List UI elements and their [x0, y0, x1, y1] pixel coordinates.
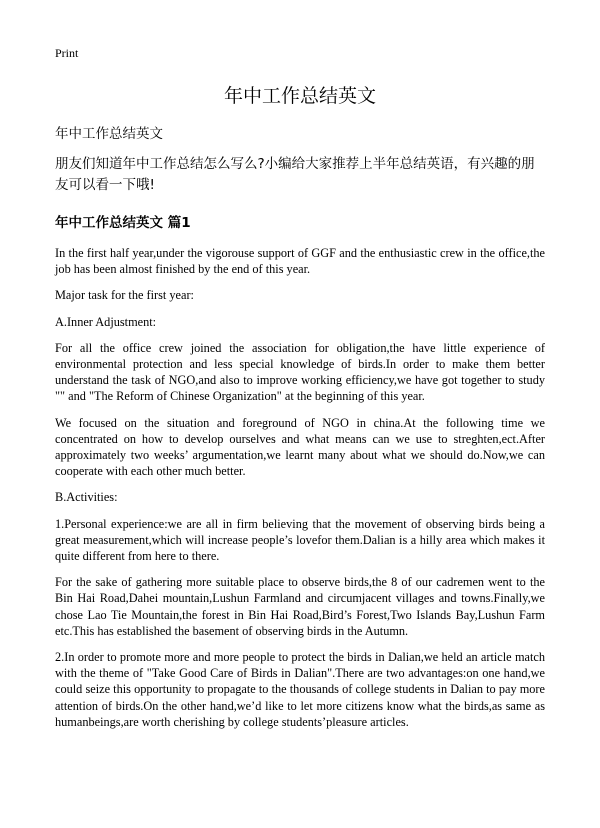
section-heading: 年中工作总结英文 篇1 [55, 215, 191, 231]
print-link[interactable]: Print [55, 46, 79, 60]
body-paragraph: B.Activities: [55, 490, 118, 505]
document-page [55, 46, 545, 740]
document-subtitle: 年中工作总结英文 [55, 126, 163, 142]
body-paragraph: For the sake of gathering more suitable place to observe birds,the 8 of our cadremen went to the Bin Hai Road,Dahei mountain,Lushun Farmland and circumjacent villages and towns.Finally,we chose Lao Tie Mountain,the forest in Bin Hai Road,Bird’s Forest,Two Islands Bay,Lushun Farm etc.This has established the basement of observing birds in the Autumn. [55, 575, 545, 638]
intro-paragraph: 朋友们知道年中工作总结怎么写么?小编给大家推荐上半年总结英语，有兴趣的朋友可以看一下哦! [55, 156, 535, 193]
body-paragraph: 2.In order to promote more and more people to protect the birds in Dalian,we held an article match with the theme of "Take Good Care of Birds in Dalian".There are two advantages:on one hand,we could seize this opportunity to propagate to the thousands of college students in Dalian to pay more attention of birds.On the other hand,we’d like to let more citizens know what the birds,as same as humanbeings,are worth cherishing by college students’pleasure articles. [55, 650, 545, 729]
body-paragraph: For all the office crew joined the association for obligation,the have little experience of environmental protection and less special knowledge of birds.In order to make them better understand the task of NGO,and also to improve working efficiency,we have got together to study "" and "The Reform of Chinese Organization" at the beginning of this year. [55, 340, 545, 404]
body-paragraph: Major task for the first year: [55, 288, 194, 303]
body-paragraph: We focused on the situation and foreground of NGO in china.At the following time we concentrated on how to develop ourselves and what means can we use to streghten,ect.After approximately two weeks’ argumentation,we learnt many about what we should do.Now,we can cooperate with each other much better. [55, 415, 545, 479]
body-paragraph: A.Inner Adjustment: [55, 314, 157, 329]
body-paragraph: In the first half year,under the vigorouse support of GGF and the enthusiastic crew in the office,the job has been almost finished by the end of this year. [55, 246, 545, 277]
body-paragraph: 1.Personal experience:we are all in firm believing that the movement of observing birds being a great measurement,which will increase people’s lovefor them.Dalian is a hilly area which makes it quite different from here to there. [55, 516, 545, 564]
page-title: 年中工作总结英文 [223, 85, 376, 107]
